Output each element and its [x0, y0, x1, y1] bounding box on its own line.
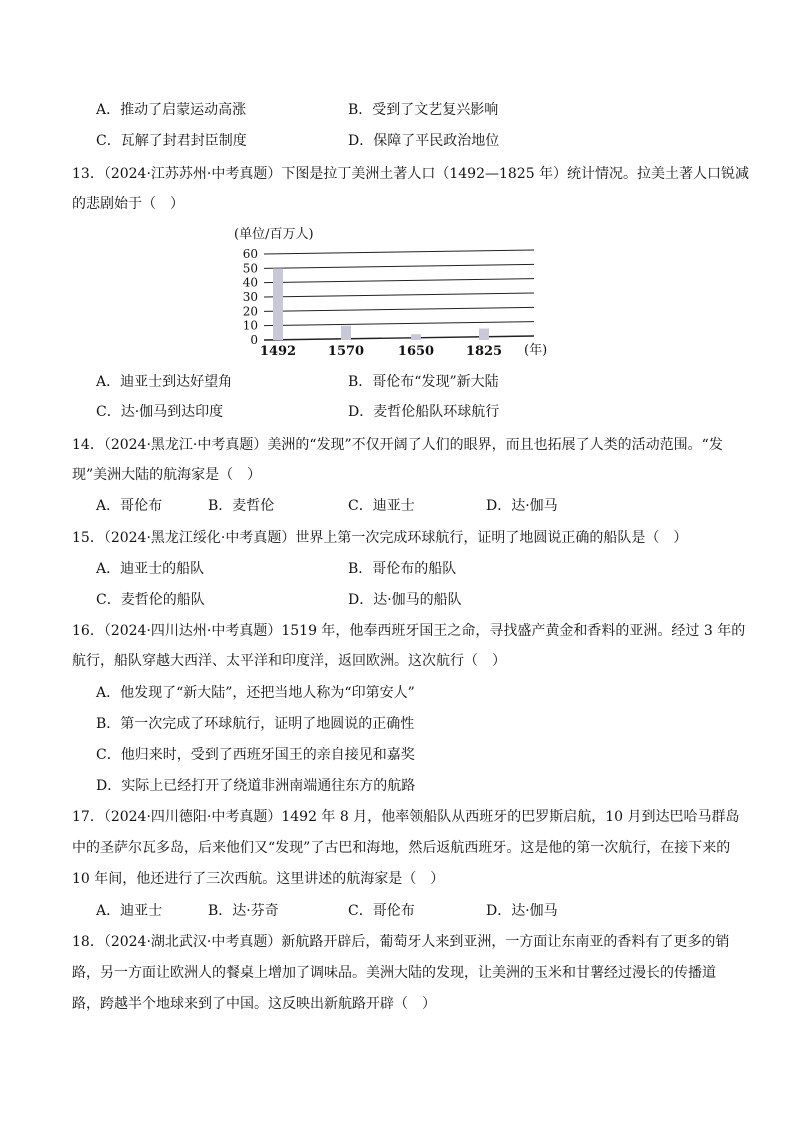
q16-stem-line2: 航行，船队穿越大西洋、太平洋和印度洋，返回欧洲。这次航行（ ）	[72, 653, 506, 669]
q13-stem-line2: 的悲剧始于（ ）	[72, 196, 184, 212]
chart-xlabel: (年)	[524, 343, 548, 358]
q17-stem-line3: 10 年间，他还进行了三次西航。这里讲述的航海家是（ ）	[72, 871, 445, 887]
q16-option-c: C．他归来时，受到了西班牙国王的亲自接见和嘉奖	[96, 747, 415, 763]
q13-stem-line1: 13．（2024·江苏苏州·中考真题）下图是拉丁美洲土著人口（1492—1825 年）统计情况。拉美土著人口锐减	[72, 166, 750, 182]
q17-option-d: D．达·伽马	[486, 903, 558, 919]
chart-ytick-label: 50	[242, 261, 258, 276]
q12-option-b: B．受到了文艺复兴影响	[348, 102, 499, 118]
chart-gridline	[264, 307, 534, 311]
q13-option-b: B．哥伦布“发现”新大陆	[348, 374, 499, 390]
chart-ylabel: (单位/百万人)	[234, 227, 314, 242]
chart-bar	[479, 329, 489, 340]
q14-stem-line2: 现”美洲大陆的航海家是（ ）	[72, 467, 262, 483]
chart-bar	[341, 326, 351, 340]
q15-option-c: C．麦哲伦的船队	[96, 592, 205, 608]
chart-xtick-label: 1650	[397, 344, 435, 359]
chart-gridline	[264, 250, 534, 254]
chart-xtick-label: 1570	[327, 344, 365, 359]
chart-bar	[411, 334, 421, 340]
q15-option-a: A．迪亚士的船队	[96, 561, 205, 577]
chart-gridline	[264, 336, 534, 340]
chart-gridline	[264, 279, 534, 283]
q14-option-a: A．哥伦布	[96, 498, 163, 514]
chart-ytick-label: 20	[242, 304, 258, 319]
q14-stem-line1: 14．（2024·黑龙江·中考真题）美洲的“发现”不仅开阔了人们的眼界，而且也拓展了人类的活动范围。“发	[72, 437, 723, 453]
q14-option-b: B．麦哲伦	[208, 498, 275, 514]
q17-stem-line2: 中的圣萨尔瓦多岛，后来他们又“发现”了古巴和海地，然后返航西班牙。这是他的第一次航行，在接下来的	[72, 840, 731, 856]
population-chart	[228, 222, 558, 362]
q14-option-d: D．达·伽马	[486, 498, 558, 514]
q14-option-c: C．迪亚士	[348, 498, 415, 514]
chart-ytick-label: 60	[242, 247, 258, 261]
q12-option-c: C．瓦解了封君封臣制度	[96, 133, 247, 149]
q18-stem-line2: 路，另一方面让欧洲人的餐桌上增加了调味品。美洲大陆的发现，让美洲的玉米和甘薯经过漫长的传播道	[72, 965, 716, 981]
q17-stem-line1: 17．（2024·四川德阳·中考真题）1492 年 8 月，他率领船队从西班牙的巴罗斯启航，10 月到达巴哈马群岛	[72, 809, 740, 825]
q13-option-c: C．达·伽马到达印度	[96, 404, 224, 420]
chart-gridline	[264, 293, 534, 297]
q15-option-b: B．哥伦布的船队	[348, 561, 457, 577]
chart-bar	[273, 268, 283, 340]
chart-ytick-label: 10	[242, 318, 258, 333]
q12-option-d: D．保障了平民政治地位	[348, 133, 500, 149]
q18-stem-line1: 18．（2024·湖北武汉·中考真题）新航路开辟后，葡萄牙人来到亚洲，一方面让东南亚的香料有了更多的销	[72, 934, 730, 950]
q13-option-a: A．迪亚士到达好望角	[96, 374, 233, 390]
chart-ytick-label: 40	[242, 275, 258, 290]
q16-stem-line1: 16．（2024·四川达州·中考真题）1519 年，他奉西班牙国王之命，寻找盛产黄金和香料的亚洲。经过 3 年的	[72, 623, 746, 639]
q16-option-d: D．实际上已经打开了绕道非洲南端通往东方的航路	[96, 778, 416, 794]
chart-ytick-label: 30	[242, 290, 258, 304]
chart-gridline	[264, 264, 534, 268]
q13-option-d: D．麦哲伦船队环球航行	[348, 404, 500, 420]
chart-ytick-label: 0	[250, 333, 258, 347]
q16-option-b: B．第一次完成了环球航行，证明了地圆说的正确性	[96, 716, 415, 732]
q17-option-c: C．哥伦布	[348, 903, 415, 919]
chart-xtick-label: 1492	[259, 344, 297, 359]
q15-option-d: D．达·伽马的船队	[348, 592, 462, 608]
q17-option-b: B．达·芬奇	[208, 903, 279, 919]
q15-stem-line1: 15．（2024·黑龙江绥化·中考真题）世界上第一次完成环球航行，证明了地圆说正确的船队是（ ）	[72, 530, 688, 546]
chart-xtick-label: 1825	[465, 344, 503, 359]
chart-gridline	[264, 322, 534, 326]
q16-option-a: A．他发现了“新大陆”，还把当地人称为“印第安人”	[96, 685, 415, 701]
q17-option-a: A．迪亚士	[96, 903, 163, 919]
q12-option-a: A．推动了启蒙运动高涨	[96, 102, 247, 118]
q18-stem-line3: 路，跨越半个地球来到了中国。这反映出新航路开辟（ ）	[72, 996, 436, 1012]
